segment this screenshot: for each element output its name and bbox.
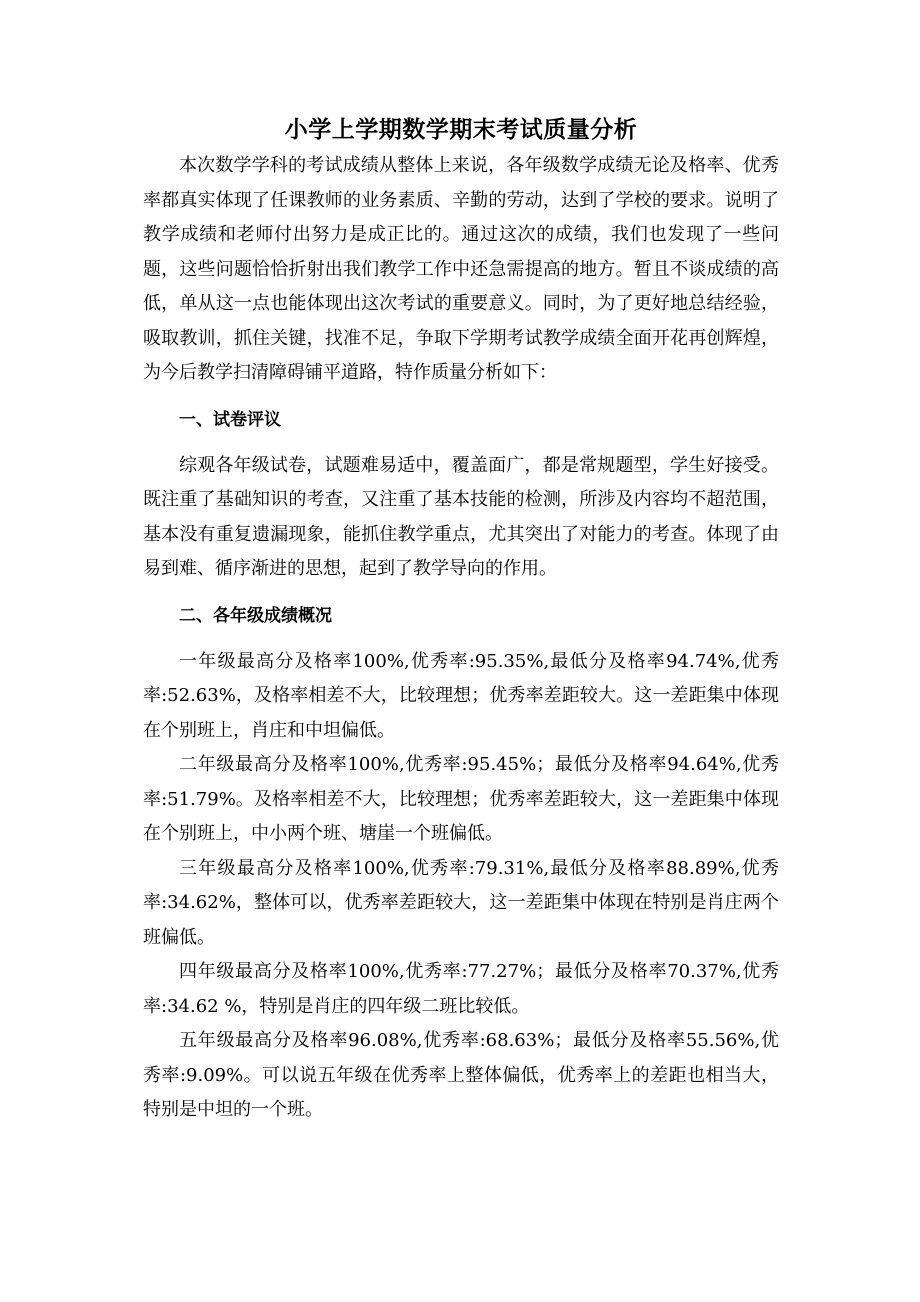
section-heading-grade-overview: 二、各年级成绩概况	[179, 605, 332, 626]
document-page	[143, 115, 779, 1128]
document-title: 小学上学期数学期末考试质量分析	[284, 116, 638, 143]
section-heading-paper-review: 一、试卷评议	[179, 409, 281, 430]
grade1-paragraph: 一年级最高分及格率100%,优秀率:95.35%,最低分及格率94.74%,优秀率:52.63%，及格率相差不大，比较理想；优秀率差距较大。这一差距集中体现在个别班上，肖庄和中坦偏低。	[143, 650, 779, 741]
paper-review-paragraph: 综观各年级试卷，试题难易适中，覆盖面广，都是常规题型，学生好接受。既注重了基础知识的考查，又注重了基本技能的检测，所涉及内容均不超范围，基本没有重复遗漏现象，能抓住教学重点，尤其突出了对能力的考查。体现了由易到难、循序渐进的思想，起到了教学导向的作用。	[143, 454, 779, 579]
grade3-paragraph: 三年级最高分及格率100%,优秀率:79.31%,最低分及格率88.89%,优秀率:34.62%，整体可以，优秀率差距较大，这一差距集中体现在特别是肖庄两个班偏低。	[143, 857, 779, 948]
grade5-paragraph: 五年级最高分及格率96.08%,优秀率:68.63%；最低分及格率55.56%,优秀率:9.09%。可以说五年级在优秀率上整体偏低，优秀率上的差距也相当大，特别是中坦的一个班。	[143, 1030, 779, 1120]
grade2-paragraph: 二年级最高分及格率100%,优秀率:95.45%；最低分及格率94.64%,优秀率:51.79%。及格率相差不大，比较理想；优秀率差距较大，这一差距集中体现在个别班上，中小两个班、塘崖一个班偏低。	[143, 754, 779, 844]
intro-paragraph: 本次数学学科的考试成绩从整体上来说，各年级数学成绩无论及格率、优秀率都真实体现了任课教师的业务素质、辛勤的劳动，达到了学校的要求。说明了教学成绩和老师付出努力是成正比的。通过这次的成绩，我们也发现了一些问题，这些问题恰恰折射出我们教学工作中还急需提高的地方。暂且不谈成绩的高低，单从这一点也能体现出这次考试的重要意义。同时，为了更好地总结经验，吸取教训，抓住关键，找准不足，争取下学期考试教学成绩全面开花再创辉煌，为今后教学扫清障碍铺平道路，特作质量分析如下：	[143, 155, 779, 383]
grade4-paragraph: 四年级最高分及格率100%,优秀率:77.27%；最低分及格率70.37%,优秀率:34.62 %，特别是肖庄的四年级二班比较低。	[143, 961, 779, 1017]
